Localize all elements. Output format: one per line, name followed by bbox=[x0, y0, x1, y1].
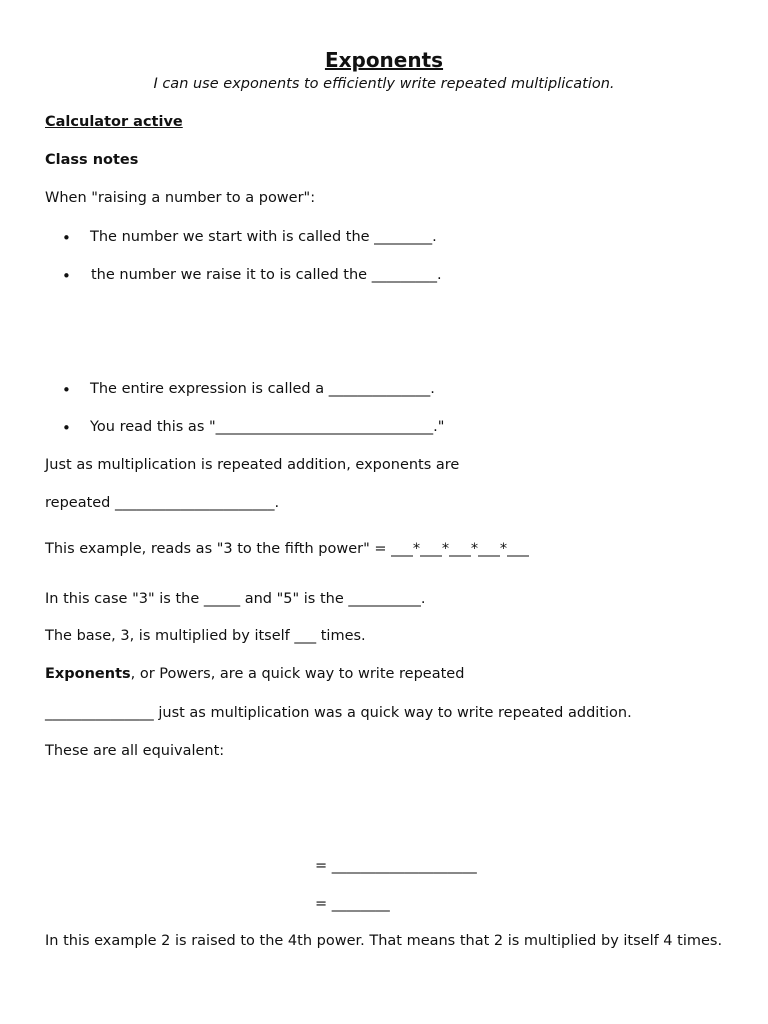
class-notes-label: Class notes bbox=[45, 152, 139, 168]
bullet-item-read-as: You read this as "______________________________." bbox=[90, 419, 445, 435]
case-text: In this case "3" is the _____ and "5" is the __________. bbox=[45, 591, 426, 607]
bullet-item-base: The number we start with is called the ________. bbox=[90, 229, 437, 245]
learning-objective: I can use exponents to efficiently write repeated multiplication. bbox=[153, 76, 615, 92]
intro-text: When "raising a number to a power": bbox=[45, 190, 316, 206]
equivalent-blank-1: = ____________________ bbox=[315, 858, 477, 874]
paragraph-repeated-line1: Just as multiplication is repeated addition, exponents are bbox=[45, 457, 460, 473]
bullet-marker: • bbox=[62, 381, 71, 399]
page-title: Exponents bbox=[324, 48, 444, 72]
paragraph-repeated-line2: repeated ______________________. bbox=[45, 495, 280, 511]
exponents-term: Exponents bbox=[45, 666, 131, 682]
bullet-item-exponent: the number we raise it to is called the _________. bbox=[91, 267, 442, 283]
exponents-definition-line2: _______________ just as multiplication was a quick way to write repeated addition. bbox=[45, 705, 632, 721]
exponents-definition-text: , or Powers, are a quick way to write repeated bbox=[130, 666, 465, 682]
bullet-marker: • bbox=[62, 229, 71, 247]
equivalent-blank-2: = ________ bbox=[315, 896, 390, 912]
exponents-definition-line1 bbox=[45, 666, 464, 682]
equivalent-label: These are all equivalent: bbox=[45, 743, 225, 759]
final-example-text: In this example 2 is raised to the 4th power. That means that 2 is multiplied by itself 4 times. bbox=[45, 933, 723, 949]
bullet-marker: • bbox=[62, 419, 71, 437]
calculator-active-label: Calculator active bbox=[45, 114, 183, 130]
bullet-item-expression: The entire expression is called a ______________. bbox=[90, 381, 435, 397]
example-text: This example, reads as "3 to the fifth power" = ___*___*___*___*___ bbox=[45, 541, 529, 557]
base-text: The base, 3, is multiplied by itself ___ times. bbox=[45, 628, 366, 644]
bullet-marker: • bbox=[62, 267, 71, 285]
